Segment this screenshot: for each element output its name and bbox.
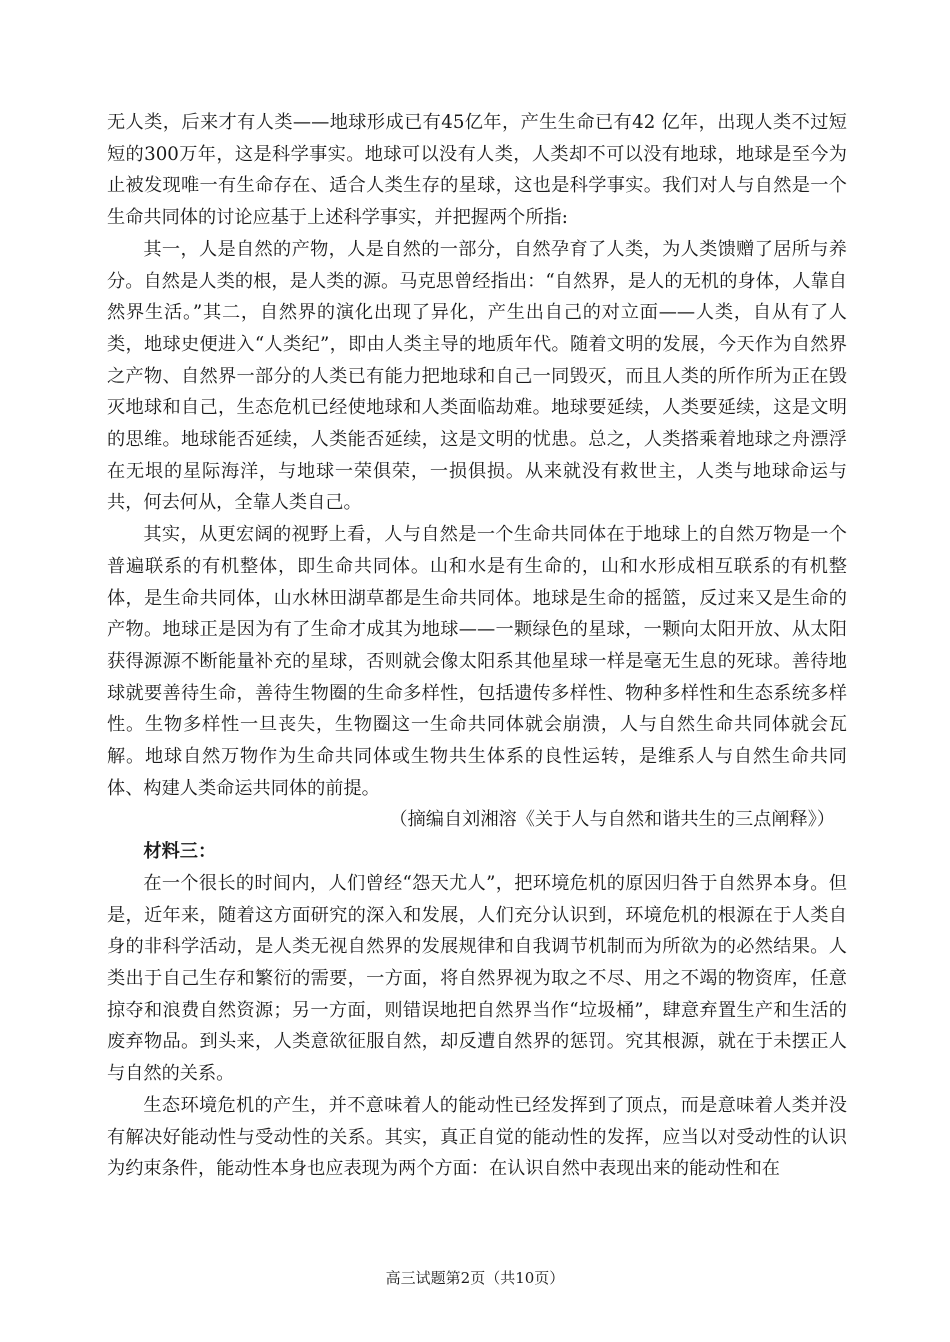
paragraph-first-point: 其一，人是自然的产物，人是自然的一部分，自然孕育了人类，为人类馈赠了居所与养分。自然是人类的根，是人类的源。马克思曾经指出：“自然界，是人的无机的身体，人靠自然界生活。”其二，自然界的演化出现了异化，产生出自己的对立面——人类，自从有了人类，地球史便进入“人类纪”，即由人类主导的地质年代。随着文明的发展，今天作为自然界之产物、自然界一部分的人类已有能力把地球和自己一同毁灭，而且人类的所作所为正在毁灭地球和自己，生态危机已经使地球和人类面临劫难。地球要延续，人类要延续，这是文明的思维。地球能否延续，人类能否延续，这是文明的忧患。总之，人类搭乘着地球之舟漂浮在无垠的星际海洋，与地球一荣俱荣，一损俱损。从来就没有救世主，人类与地球命运与共，何去何从，全靠人类自己。 xyxy=(107,238,847,514)
page-body xyxy=(107,107,847,1185)
section-heading-material-3: 材料三： xyxy=(143,841,217,863)
paragraph-wider-view: 其实，从更宏阔的视野上看，人与自然是一个生命共同体在于地球上的自然万物是一个普遍联系的有机整体，即生命共同体。山和水是有生命的，山和水形成相互联系的有机整体，是生命共同体，山水林田湖草都是生命共同体。地球是生命的摇篮，反过来又是生命的产物。地球正是因为有了生命才成其为地球——一颗绿色的星球，一颗向太阳开放、从太阳获得源源不断能量补充的星球，否则就会像太阳系其他星球一样是毫无生息的死球。善待地球就要善待生命，善待生物圈的生命多样性，包括遗传多样性、物种多样性和生态系统多样性。生物多样性一旦丧失，生物圈这一生命共同体就会崩溃，人与自然生命共同体就会瓦解。地球自然万物作为生命共同体或生物共生体系的良性运转，是维系人与自然生命共同体、构建人类命运共同体的前提。 xyxy=(107,524,847,799)
paragraph-environment-crisis: 在一个很长的时间内，人们曾经“怨天尤人”，把环境危机的原因归咎于自然界本身。但是，近年来，随着这方面研究的深入和发展，人们充分认识到，环境危机的根源在于人类自身的非科学活动，是人类无视自然界的发展规律和自我调节机制而为所欲为的必然结果。人类出于自己生存和繁衍的需要，一方面，将自然界视为取之不尽、用之不竭的物资库，任意掠夺和浪费自然资源；另一方面，则错误地把自然界当作“垃圾桶”，肆意弃置生产和生活的废弃物品。到头来，人类意欲征服自然，却反遭自然界的惩罚。究其根源，就在于未摆正人与自然的关系。 xyxy=(107,872,847,1085)
page-footer: 高三试题第2页（共10页） xyxy=(385,1269,565,1287)
paragraph-initiative: 生态环境危机的产生，并不意味着人的能动性已经发挥到了顶点，而是意味着人类并没有解决好能动性与受动性的关系。其实，真正自觉的能动性的发挥，应当以对受动性的认识为约束条件，能动性本身也应表现为两个方面：在认识自然中表现出来的能动性和在 xyxy=(107,1094,847,1180)
paragraph-continuation: 无人类，后来才有人类——地球形成已有45亿年，产生生命已有42 亿年，出现人类不过短短的300万年，这是科学事实。地球可以没有人类，人类却不可以没有地球，地球是至今为止被发现唯一有生命存在、适合人类生存的星球，这也是科学事实。我们对人与自然是一个生命共同体的讨论应基于上述科学事实，并把握两个所指: xyxy=(107,112,847,229)
source-citation: （摘编自刘湘溶《关于人与自然和谐共生的三点阐释》） xyxy=(389,809,835,831)
